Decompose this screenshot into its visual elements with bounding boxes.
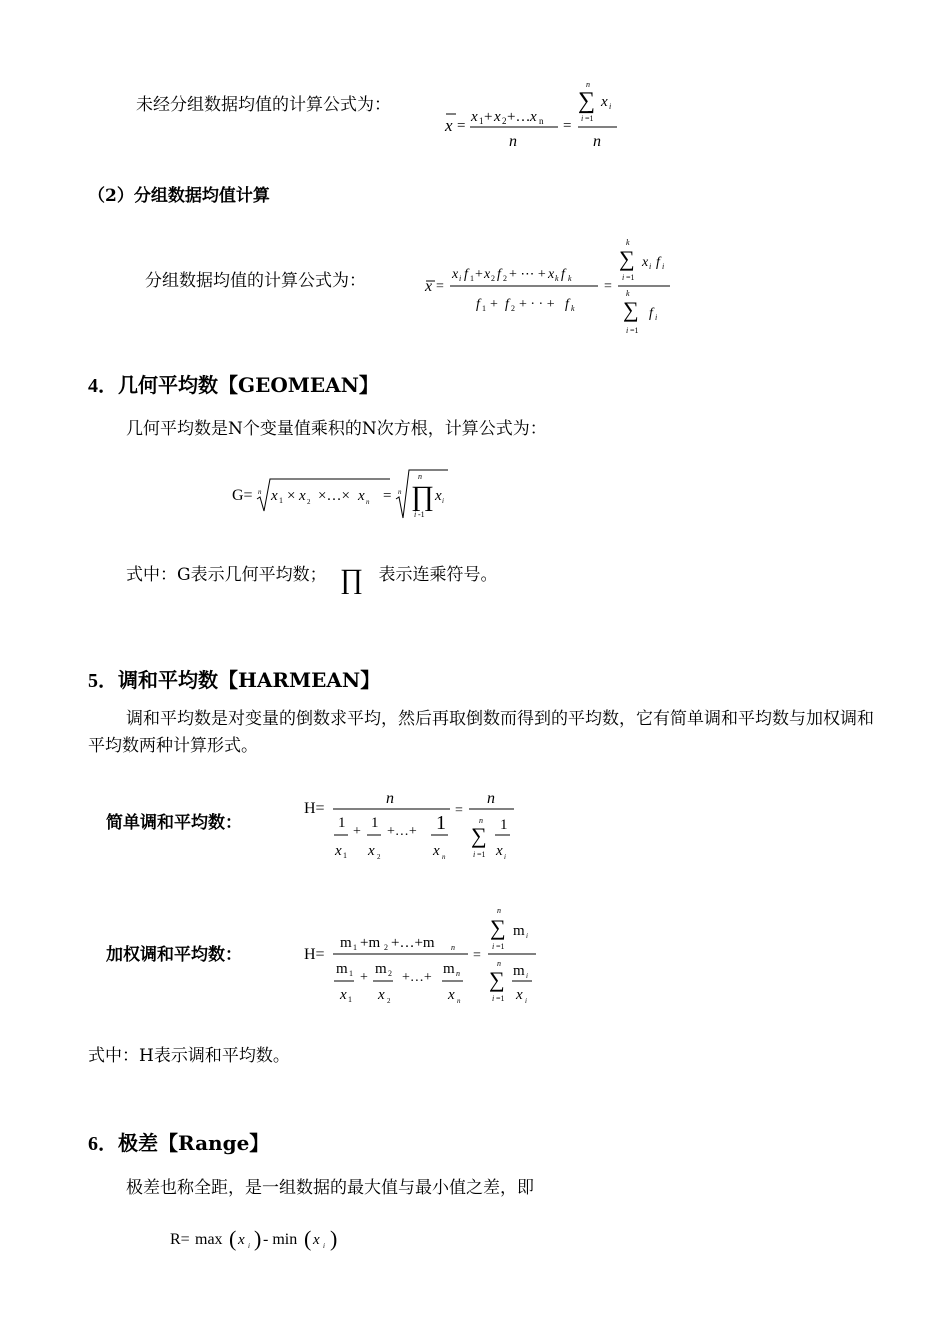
svg-text:+: + (360, 970, 368, 985)
range-heading-number: 6． (88, 1133, 118, 1155)
svg-text:2: 2 (502, 116, 507, 126)
svg-text:n: n (386, 790, 394, 807)
svg-text:n: n (479, 816, 483, 825)
geomean-heading (88, 369, 379, 398)
svg-text:+…+: +…+ (387, 824, 417, 839)
svg-text:1: 1 (353, 943, 357, 952)
svg-text:2: 2 (511, 304, 515, 313)
svg-text:=: = (383, 488, 392, 504)
svg-text:): ) (254, 1226, 262, 1251)
svg-text:i: i (622, 273, 625, 282)
svg-text:=1: =1 (585, 114, 594, 123)
svg-text:1: 1 (343, 851, 347, 860)
svg-text:∑: ∑ (489, 967, 505, 992)
range-heading (88, 1127, 269, 1156)
svg-text:x: x (601, 94, 608, 110)
svg-text:m: m (513, 923, 525, 939)
svg-text:(: ( (229, 1226, 237, 1251)
svg-text:=1: =1 (496, 942, 505, 951)
weighted-harmean-label: 加权调和平均数： (106, 945, 242, 965)
svg-text:2: 2 (388, 969, 392, 978)
svg-text:+m: +m (360, 935, 381, 951)
svg-text:n: n (366, 498, 370, 506)
svg-text:i: i (473, 850, 476, 859)
svg-text:=: = (436, 279, 444, 294)
svg-text:+: + (484, 109, 493, 125)
svg-text:2: 2 (491, 274, 495, 283)
svg-text:m: m (340, 935, 352, 951)
svg-text:i: i (492, 994, 495, 1003)
geomean-heading-number: 4． (88, 375, 118, 397)
svg-text:i: i (649, 262, 652, 271)
svg-text:R=: R= (170, 1231, 190, 1248)
harmean-note: 式中：H表示调和平均数。 (88, 1046, 290, 1066)
range-heading-text: 极差【Range】 (118, 1131, 270, 1155)
svg-text:x: x (548, 267, 555, 282)
svg-text:x: x (530, 109, 537, 125)
svg-text:n: n (442, 853, 446, 861)
svg-text:+…: +… (507, 109, 531, 125)
svg-text:1: 1 (348, 995, 352, 1004)
svg-text:+ ⋯ +: + ⋯ + (509, 267, 546, 282)
svg-text:n: n (497, 906, 501, 915)
svg-text:G=: G= (232, 487, 253, 504)
svg-text:i: i (442, 497, 444, 505)
svg-text:i: i (323, 1242, 325, 1250)
svg-text:k: k (571, 304, 575, 313)
svg-text:×: × (287, 488, 296, 504)
svg-text:1: 1 (279, 496, 283, 505)
product-symbol-icon: ∏ (340, 564, 364, 595)
harmean-heading (88, 664, 380, 693)
svg-text:H=: H= (304, 946, 325, 963)
svg-text:f: f (649, 306, 653, 321)
svg-text:1: 1 (479, 116, 484, 126)
svg-text:∏: ∏ (411, 481, 435, 512)
svg-text:i: i (459, 274, 462, 283)
svg-text:-1: -1 (418, 510, 425, 519)
svg-text:=: = (604, 279, 612, 294)
svg-text:n: n (418, 472, 422, 481)
svg-text:n: n (456, 969, 460, 978)
svg-text:x: x (368, 843, 375, 859)
svg-text:m: m (513, 963, 525, 979)
svg-text:x: x (471, 109, 478, 125)
svg-text:n: n (539, 116, 544, 126)
svg-text:n: n (487, 790, 495, 807)
svg-text:∑: ∑ (619, 246, 635, 271)
svg-text:n: n (457, 997, 461, 1005)
svg-text:i: i (248, 1242, 250, 1250)
svg-text:=: = (473, 948, 481, 963)
svg-text:=: = (455, 803, 463, 818)
svg-text:i: i (504, 853, 506, 861)
harmean-description: 调和平均数是对变量的倒数求平均，然后再取倒数而得到的平均数，它有简单调和平均数与加权调和平均数两种计算形式。 (88, 709, 874, 756)
geomean-description: 几何平均数是N个变量值乘积的N次方根，计算公式为： (126, 419, 547, 439)
svg-text:n: n (593, 133, 601, 150)
svg-text:x: x (238, 1232, 245, 1248)
svg-text:x: x (642, 255, 649, 270)
svg-text:1: 1 (436, 812, 446, 834)
range-formula (168, 1220, 368, 1260)
simple-harmean-label: 简单调和平均数： (106, 813, 242, 833)
svg-text:=1: =1 (496, 994, 505, 1003)
svg-text:): ) (330, 1226, 338, 1251)
svg-text:1: 1 (482, 304, 486, 313)
grouped-mean-formula (420, 236, 680, 341)
svg-text:=1: =1 (626, 273, 635, 282)
svg-text:f: f (565, 297, 569, 312)
svg-text:1: 1 (470, 274, 474, 283)
svg-text:x: x (425, 278, 433, 295)
svg-text:1: 1 (371, 815, 379, 831)
svg-text:2: 2 (387, 997, 391, 1005)
svg-text:k: k (626, 238, 630, 247)
svg-text:i: i (662, 262, 665, 271)
svg-text:x: x (433, 843, 440, 859)
svg-text:+…+m: +…+m (391, 935, 435, 951)
svg-text:=1: =1 (477, 850, 486, 859)
svg-text:f: f (505, 297, 509, 312)
svg-text:f: f (476, 297, 480, 312)
svg-text:i: i (492, 942, 495, 951)
svg-text:x: x (358, 488, 365, 504)
svg-text:=: = (457, 118, 466, 134)
svg-text:n: n (398, 488, 402, 496)
svg-text:i: i (526, 932, 528, 940)
svg-text:+: + (490, 297, 498, 312)
svg-text:=1: =1 (630, 326, 639, 335)
svg-text:f: f (497, 267, 501, 282)
svg-text:2: 2 (384, 943, 388, 952)
svg-text:∑: ∑ (490, 915, 506, 940)
harmean-heading-number: 5． (88, 670, 118, 692)
svg-text:i: i (414, 510, 417, 519)
geomean-heading-text: 几何平均数【GEOMEAN】 (118, 373, 379, 397)
svg-text:max: max (195, 1231, 223, 1248)
svg-text:m: m (443, 961, 455, 977)
svg-text:i: i (525, 997, 527, 1005)
svg-text:∑: ∑ (471, 823, 487, 848)
svg-text:+…+: +…+ (402, 970, 432, 985)
svg-text:i: i (609, 102, 612, 111)
svg-text:x: x (448, 987, 455, 1003)
geomean-formula (230, 466, 470, 526)
svg-text:- min: - min (263, 1231, 298, 1248)
harmean-heading-text: 调和平均数【HARMEAN】 (118, 668, 381, 692)
svg-text:x: x (378, 987, 385, 1003)
svg-text:x: x (496, 843, 503, 859)
simple-harmean-formula (300, 785, 540, 870)
svg-text:x: x (313, 1232, 320, 1248)
svg-text:∑: ∑ (623, 297, 639, 322)
svg-text:2: 2 (307, 498, 311, 506)
svg-text:x: x (445, 116, 453, 135)
svg-text:k: k (626, 289, 630, 298)
svg-text:x: x (516, 987, 523, 1003)
svg-text:n: n (586, 80, 590, 89)
svg-text:x: x (435, 488, 442, 504)
weighted-harmean-formula (300, 905, 560, 1015)
svg-text:x: x (452, 267, 459, 282)
svg-text:x: x (340, 987, 347, 1003)
svg-text:f: f (561, 267, 565, 282)
svg-text:2: 2 (377, 853, 381, 861)
svg-text:n: n (497, 959, 501, 968)
svg-text:f: f (656, 255, 660, 270)
svg-text:i: i (526, 972, 528, 980)
svg-text:x: x (494, 109, 501, 125)
svg-text:i: i (581, 114, 584, 123)
svg-text:+: + (475, 267, 483, 282)
svg-text:k: k (568, 274, 572, 283)
svg-text:x: x (271, 488, 278, 504)
svg-text:n: n (258, 488, 262, 496)
svg-text:f: f (464, 267, 468, 282)
grouped-mean-label: 分组数据均值的计算公式为： (145, 271, 366, 291)
svg-text:1: 1 (500, 817, 508, 833)
svg-text:×…×: ×…× (318, 488, 350, 504)
svg-text:n: n (509, 133, 517, 150)
svg-text:k: k (555, 274, 559, 283)
svg-text:i: i (655, 313, 658, 322)
geomean-note (126, 556, 498, 595)
svg-text:n: n (451, 943, 455, 952)
ungrouped-mean-label: 未经分组数据均值的计算公式为： (136, 95, 391, 115)
range-description: 极差也称全距，是一组数据的最大值与最小值之差，即 (126, 1178, 534, 1198)
svg-text:=: = (563, 118, 572, 134)
svg-text:H=: H= (304, 800, 325, 817)
svg-text:+: + (353, 824, 361, 839)
svg-text:m: m (336, 961, 348, 977)
svg-text:∑: ∑ (578, 88, 596, 114)
svg-text:x: x (484, 267, 491, 282)
svg-text:1: 1 (338, 815, 346, 831)
geomean-note-prefix: 式中：G表示几何平均数； (126, 565, 327, 585)
svg-text:(: ( (304, 1226, 312, 1251)
svg-text:x: x (335, 843, 342, 859)
ungrouped-mean-formula (440, 78, 640, 158)
svg-text:+ · · +: + · · + (519, 297, 555, 312)
svg-text:2: 2 (503, 274, 507, 283)
geomean-note-suffix: 表示连乘符号。 (378, 565, 498, 585)
grouped-mean-heading: （2）分组数据均值计算 (88, 186, 270, 206)
svg-text:x: x (299, 488, 306, 504)
svg-text:m: m (375, 961, 387, 977)
svg-text:1: 1 (349, 969, 353, 978)
svg-text:i: i (626, 326, 629, 335)
